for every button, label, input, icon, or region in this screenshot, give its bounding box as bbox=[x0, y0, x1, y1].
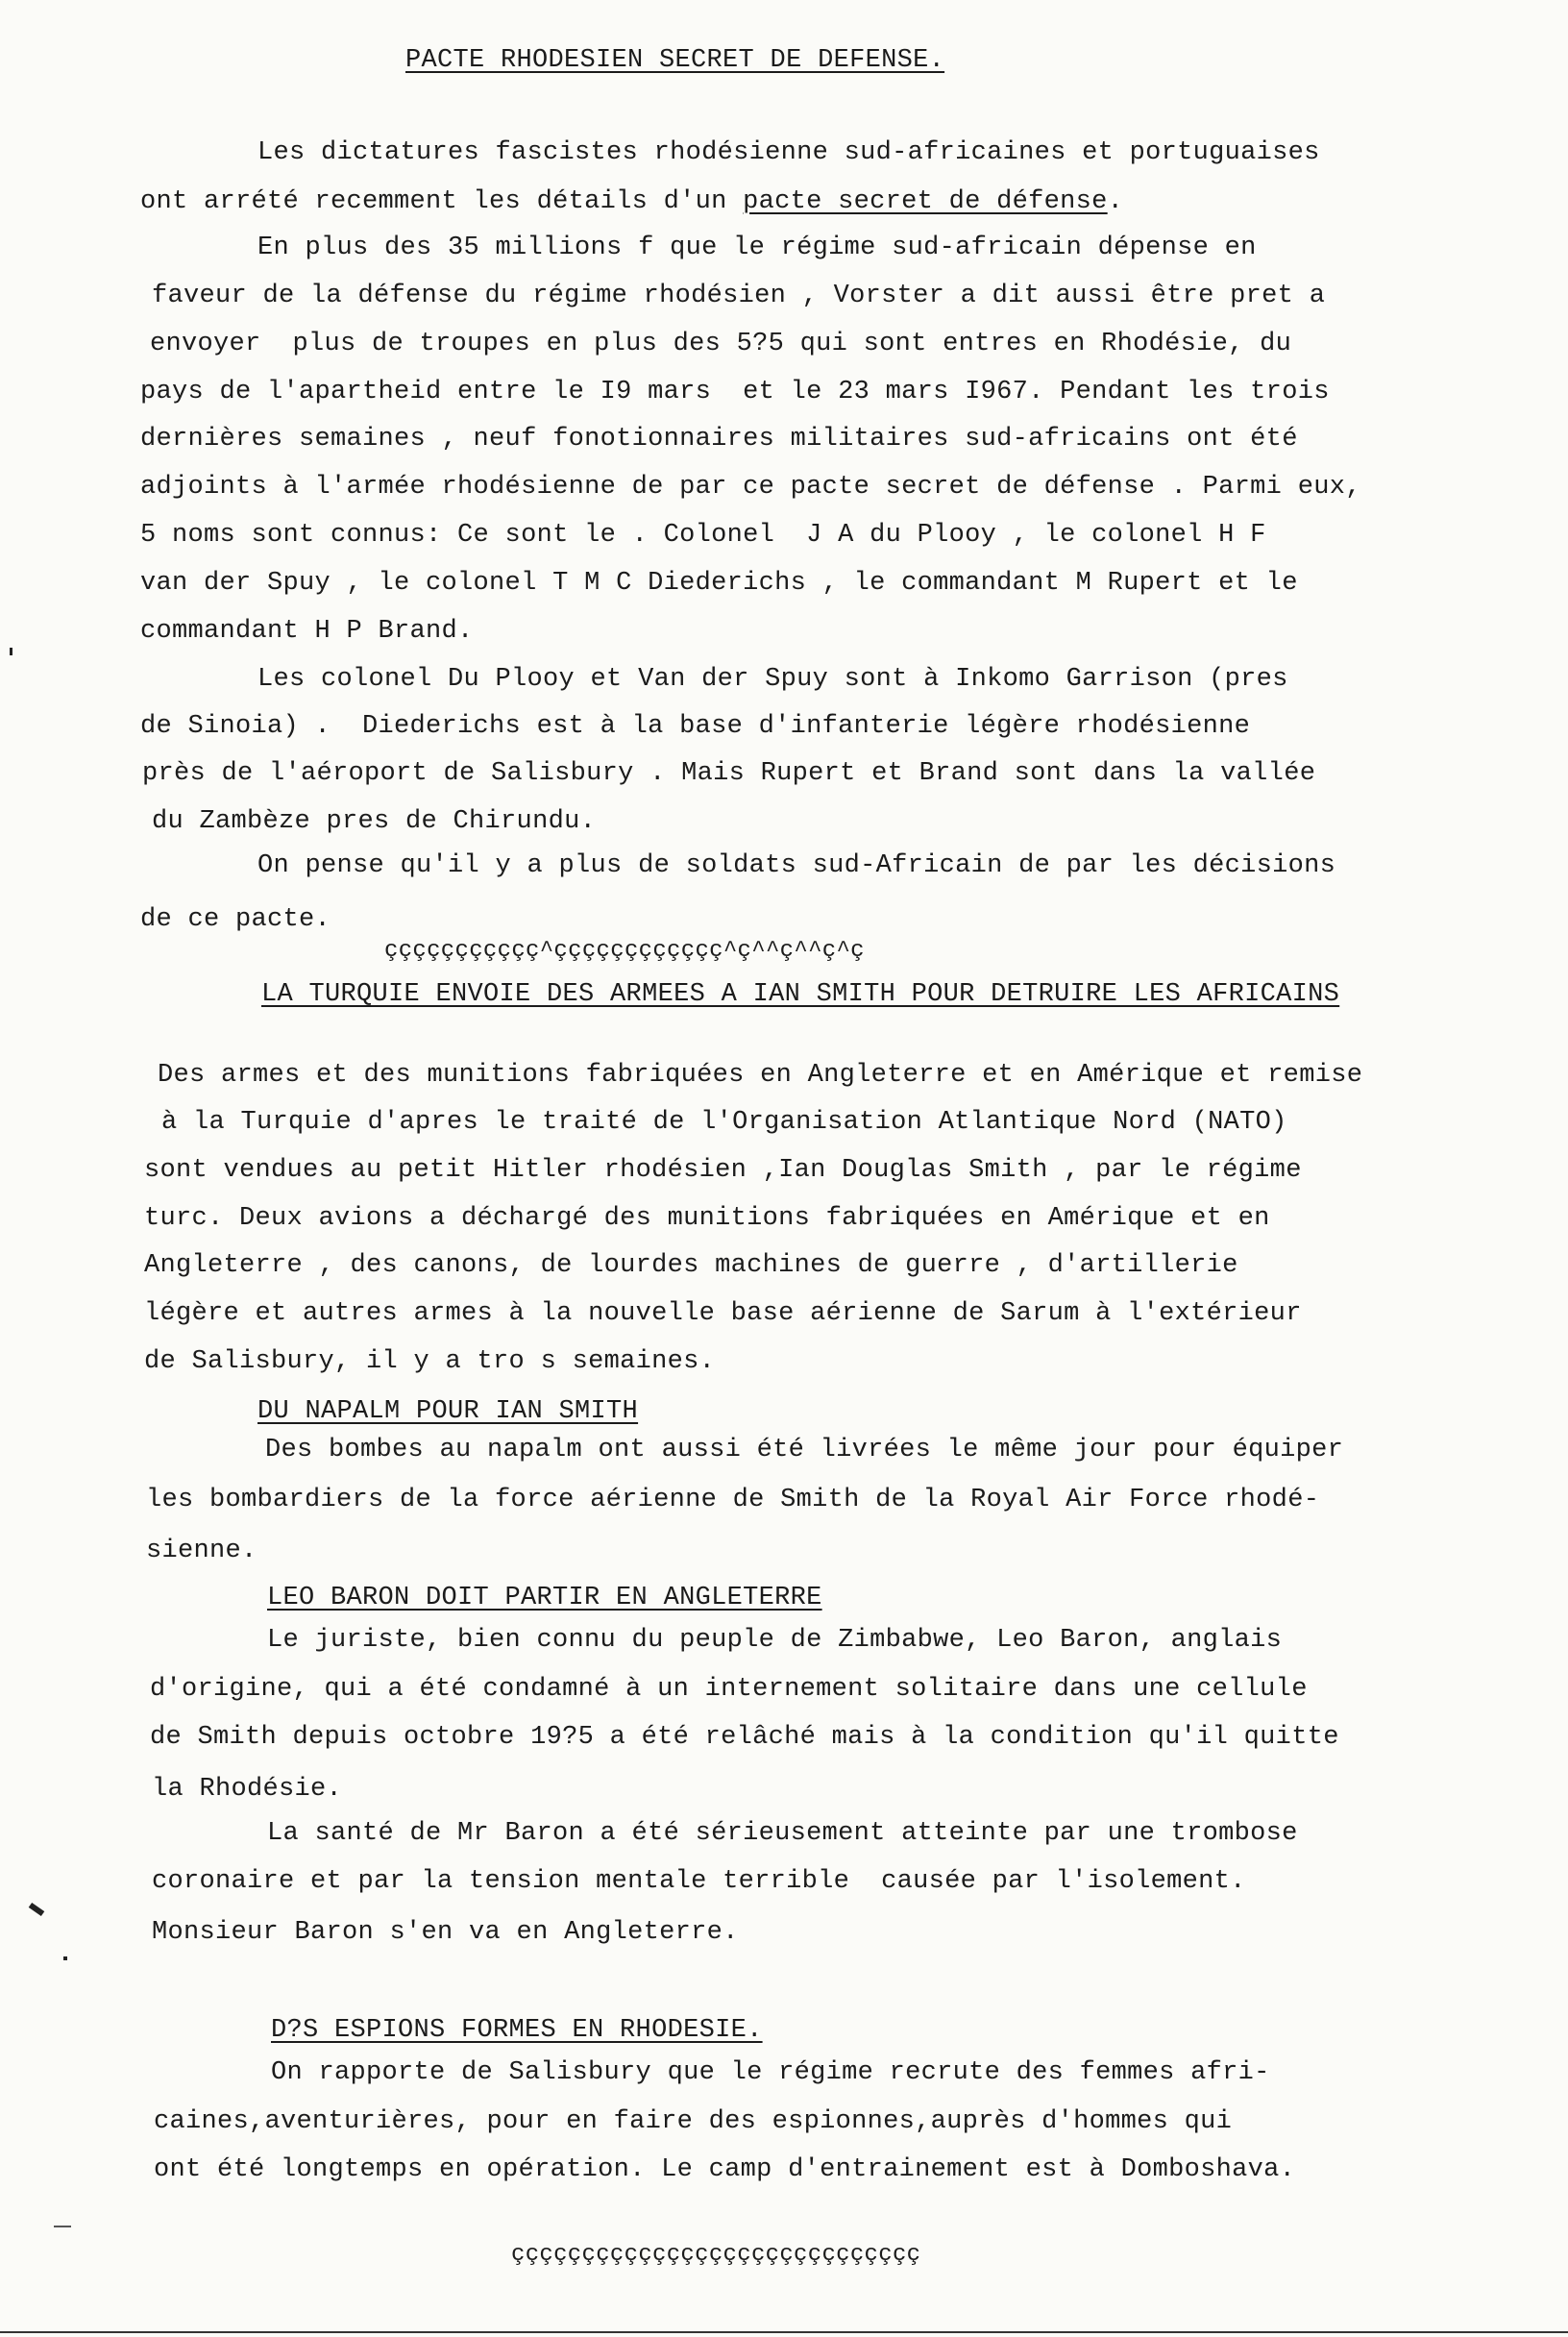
paragraph-line: Des bombes au napalm ont aussi été livrées le même jour pour équiper bbox=[265, 1436, 1344, 1464]
paragraph-line: Les colonel Du Plooy et Van der Spuy sont à Inkomo Garrison (pres bbox=[257, 665, 1288, 694]
paragraph-line: Les dictatures fascistes rhodésienne sud-africaines et portuguaises bbox=[257, 138, 1320, 167]
paragraph-line: dernières semaines , neuf fonotionnaires militaires sud-africains ont été bbox=[140, 425, 1298, 454]
separator-line: ççççççççççç^çççççççççççç^ç^^ç^^ç^ç bbox=[384, 938, 865, 964]
paragraph-line: sienne. bbox=[146, 1537, 257, 1565]
section-heading: LA TURQUIE ENVOIE DES ARMEES A IAN SMITH POUR DETRUIRE LES AFRICAINS bbox=[261, 980, 1340, 1009]
paragraph-line: faveur de la défense du régime rhodésien , Vorster a dit aussi être pret a bbox=[152, 282, 1326, 310]
paragraph-line bbox=[140, 185, 1123, 218]
paragraph-line: envoyer plus de troupes en plus des 5?5 qui sont entres en Rhodésie, du bbox=[150, 330, 1292, 358]
paragraph-line: On pense qu'il y a plus de soldats sud-Africain de par les décisions bbox=[257, 851, 1336, 880]
paragraph-line: pays de l'apartheid entre le I9 mars et le 23 mars I967. Pendant les trois bbox=[140, 378, 1330, 406]
paragraph-line: caines,aventurières, pour en faire des espionnes,auprès d'hommes qui bbox=[154, 2107, 1233, 2136]
paragraph-line: de Sinoia) . Diederichs est à la base d'infanterie légère rhodésienne bbox=[140, 712, 1251, 741]
paragraph-line: La santé de Mr Baron a été sérieusement atteinte par une trombose bbox=[267, 1819, 1298, 1848]
paragraph-line: Monsieur Baron s'en va en Angleterre. bbox=[152, 1918, 739, 1947]
section-heading: D?S ESPIONS FORMES EN RHODESIE. bbox=[271, 2016, 763, 2045]
separator-line: ççççççççççççççççççççççççççççç bbox=[511, 2242, 921, 2268]
paragraph-line: ont été longtemps en opération. Le camp d'entrainement est à Domboshava. bbox=[154, 2155, 1296, 2184]
paragraph-line: à la Turquie d'apres le traité de l'Organisation Atlantique Nord (NATO) bbox=[161, 1108, 1287, 1137]
paragraph-line: Le juriste, bien connu du peuple de Zimbabwe, Leo Baron, anglais bbox=[267, 1626, 1283, 1655]
paragraph-line: de Smith depuis octobre 19?5 a été relâché mais à la condition qu'il quitte bbox=[150, 1723, 1339, 1752]
paragraph-line: coronaire et par la tension mentale terrible causée par l'isolement. bbox=[152, 1867, 1246, 1896]
paragraph-line: turc. Deux avions a déchargé des munitions fabriquées en Amérique et en bbox=[144, 1204, 1270, 1233]
paragraph-line: de Salisbury, il y a tro s semaines. bbox=[144, 1347, 716, 1376]
text-span: ont arrété recemment les détails d'un bbox=[140, 187, 744, 216]
scan-speck bbox=[54, 2226, 71, 2227]
underlined-phrase: pacte secret de défense bbox=[743, 187, 1108, 216]
paragraph-line: d'origine, qui a été condamné à un internement solitaire dans une cellule bbox=[150, 1675, 1308, 1704]
scan-speck bbox=[10, 648, 12, 655]
paragraph-line: de ce pacte. bbox=[140, 905, 331, 934]
paragraph-line: En plus des 35 millions f que le régime sud-africain dépense en bbox=[257, 234, 1257, 262]
scan-speck bbox=[29, 1903, 45, 1916]
paragraph-line: Des armes et des munitions fabriquées en Angleterre et en Amérique et remise bbox=[158, 1061, 1363, 1090]
section-heading: DU NAPALM POUR IAN SMITH bbox=[257, 1397, 639, 1426]
section-heading: LEO BARON DOIT PARTIR EN ANGLETERRE bbox=[267, 1584, 822, 1612]
paragraph-line: adjoints à l'armée rhodésienne de par ce pacte secret de défense . Parmi eux, bbox=[140, 473, 1361, 502]
paragraph-line: sont vendues au petit Hitler rhodésien ,Ian Douglas Smith , par le régime bbox=[144, 1156, 1302, 1185]
paragraph-line: du Zambèze pres de Chirundu. bbox=[152, 807, 597, 836]
page-edge-line bbox=[0, 2331, 1568, 2333]
paragraph-line: légère et autres armes à la nouvelle base aérienne de Sarum à l'extérieur bbox=[144, 1299, 1302, 1328]
paragraph-line: Angleterre , des canons, de lourdes machines de guerre , d'artillerie bbox=[144, 1251, 1238, 1280]
paragraph-line: commandant H P Brand. bbox=[140, 617, 474, 646]
paragraph-line: la Rhodésie. bbox=[152, 1775, 343, 1804]
text-span: . bbox=[1107, 187, 1124, 216]
paragraph-line: On rapporte de Salisbury que le régime recrute des femmes afri- bbox=[271, 2058, 1270, 2087]
paragraph-line: les bombardiers de la force aérienne de Smith de la Royal Air Force rhodé- bbox=[146, 1486, 1320, 1514]
paragraph-line: près de l'aéroport de Salisbury . Mais Rupert et Brand sont dans la vallée bbox=[142, 759, 1316, 788]
paragraph-line: van der Spuy , le colonel T M C Diederichs , le commandant M Rupert et le bbox=[140, 569, 1298, 598]
page-title: PACTE RHODESIEN SECRET DE DEFENSE. bbox=[405, 46, 945, 75]
paragraph-line: 5 noms sont connus: Ce sont le . Colonel J A du Plooy , le colonel H F bbox=[140, 521, 1266, 550]
scan-speck bbox=[63, 1956, 67, 1960]
